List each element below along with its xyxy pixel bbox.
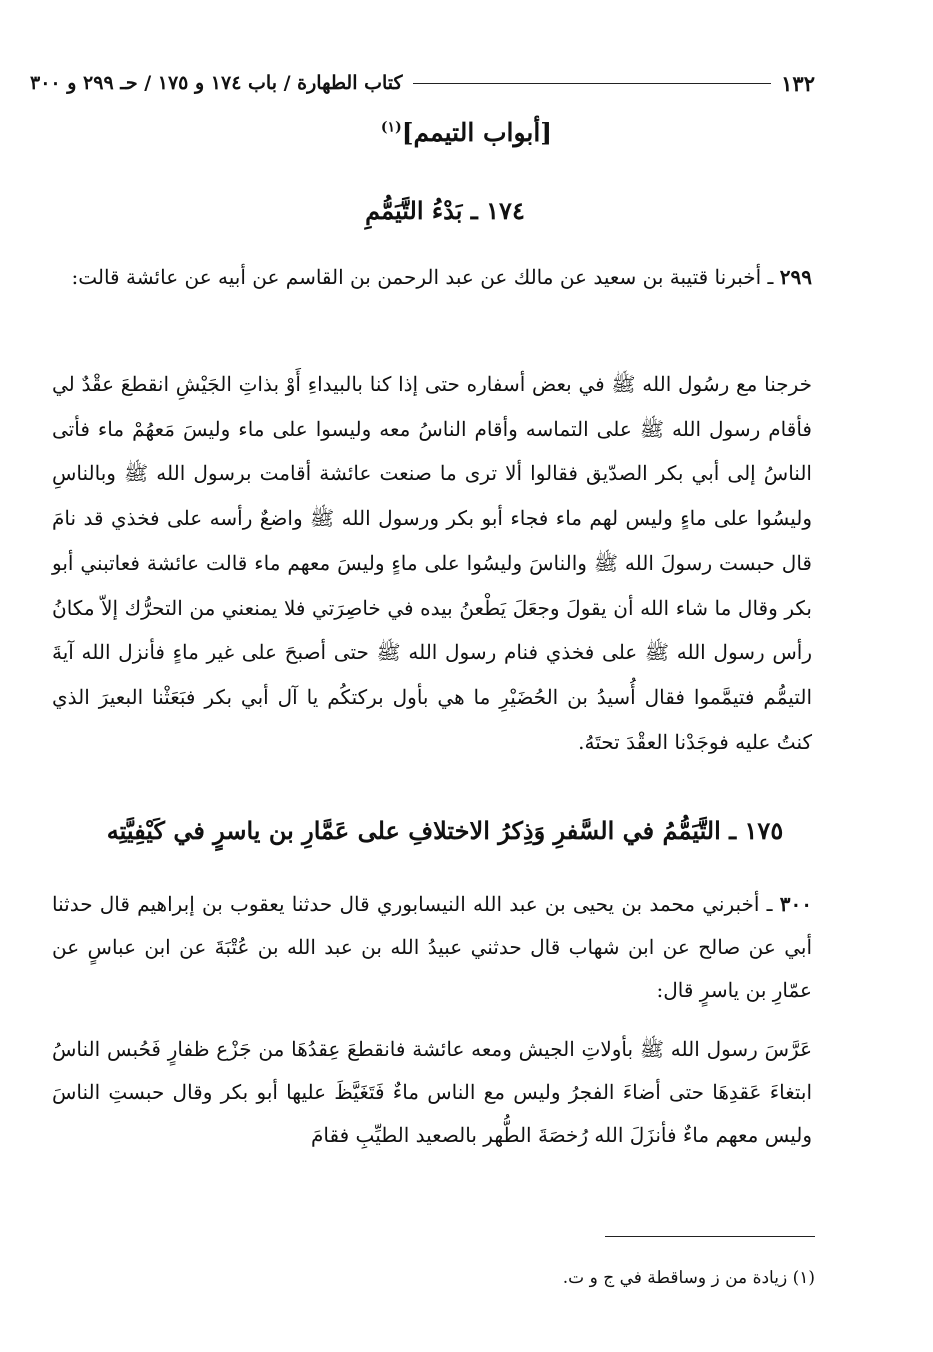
- chapter-174-heading: ١٧٤ ـ بَدْءُ التَّيَمُّمِ: [365, 196, 525, 225]
- running-title: كتاب الطهارة / باب ١٧٤ و ١٧٥ / حـ ٢٩٩ و ٣٠٠: [30, 72, 403, 94]
- chapter-175-heading: ١٧٥ ـ التَّيَمُّمُ في السَّفرِ وَذِكرُ الاختلافِ على عَمَّارِ بن ياسرٍ في كَيْفِيَّتِه: [106, 816, 784, 845]
- hadith-300-number: ٣٠٠: [779, 892, 812, 916]
- hadith-300-isnad: [52, 883, 812, 1012]
- running-header: [30, 66, 815, 100]
- hadith-300-matn: عَرَّسَ رسول الله ﷺ بأولاتِ الجيش ومعه عائشة فانقطعَ عِقدُهَا من جَزْع ظفارٍ فَحُبس الناسُ ابتغاءَ عَقدِهَا حتى أضاءَ الفجرُ وليس مع الناس ماءٌ فَتَغَيَّظَ عليها أبو بكر وقال حبستِ الناسَ وليس معهم ماءٌ فأنزَلَ الله رُخصَةَ الطُّهر بالصعيد الطيِّبِ فقامَ: [52, 1037, 812, 1147]
- section-title: [0, 118, 933, 147]
- hadith-300-isnad-text: ـ أخبرني محمد بن يحيى بن عبد الله النيسابوري قال حدثنا يعقوب بن إبراهيم قال حدثنا أبي عن صالح عن ابن شهاب قال حدثني عبيدُ الله بن عبد الله بن عُتْبَةَ عن ابن عباسٍ عن عمّارِ بن ياسرٍ قال:: [52, 892, 813, 1002]
- hadith-299-isnad: [52, 256, 812, 299]
- footnote-marker: (١): [792, 1268, 815, 1288]
- section-title-text: [أبواب التيمم]: [401, 118, 553, 147]
- footnote-text: زيادة من ز وساقطة في ج و ت.: [562, 1268, 793, 1288]
- page-number: ١٣٢: [781, 70, 815, 96]
- footnote-rule: [605, 1236, 815, 1237]
- hadith-299-matn: خرجنا مع رسُول الله ﷺ في بعض أسفاره حتى إذا كنا بالبيداءِ أَوْ بذاتِ الجَيْشِ انقطعَ عقْدٌ لي فأقام رسول الله ﷺ على التماسه وأقام الناسُ معه وليسوا على ماء وليسَ مَعهُمْ ماء فأتى الناسُ إلى أبي بكر الصدّيق فقالوا ألا ترى ما صنعت عائشة أقامت برسول الله ﷺ وبالناسِ وليسُوا على ماءٍ وليس لهم ماء فجاء أبو بكر ورسول الله ﷺ واضعٌ رأسه على فخذي قد نامَ قال حبست رسولَ الله ﷺ والناسَ وليسُوا على ماءٍ وليسَ معهم ماء قالت عائشة فعاتبني أبو بكر وقال ما شاء الله أن يقولَ وجعَلَ يَطْعنُ بيده في خاصِرَتي فلا يمنعني من التحرُّك إلاّ مكانُ رأس رسول الله ﷺ على فخذي فنام رسول الله ﷺ حتى أصبحَ على غير ماءٍ فأنزل الله آيةَ التيمُّم فتيمَّموا فقال أُسيدُ بن الحُضَيْرِ ما هي بأول بركتكُم يا آل أبي بكر فبَعَثْنا البعيرَ الذي كنتُ عليه فوجَدْنا العقْدَ تحتَهُ.: [52, 372, 813, 754]
- footnote: [420, 1268, 815, 1288]
- hadith-299-isnad-text: ـ أخبرنا قتيبة بن سعيد عن مالك عن عبد الرحمن بن القاسم عن أبيه عن عائشة قالت:: [71, 265, 780, 289]
- section-title-note-ref: (١): [380, 119, 402, 136]
- hadith-299-number: ٢٩٩: [779, 265, 812, 289]
- header-rule: [413, 83, 772, 84]
